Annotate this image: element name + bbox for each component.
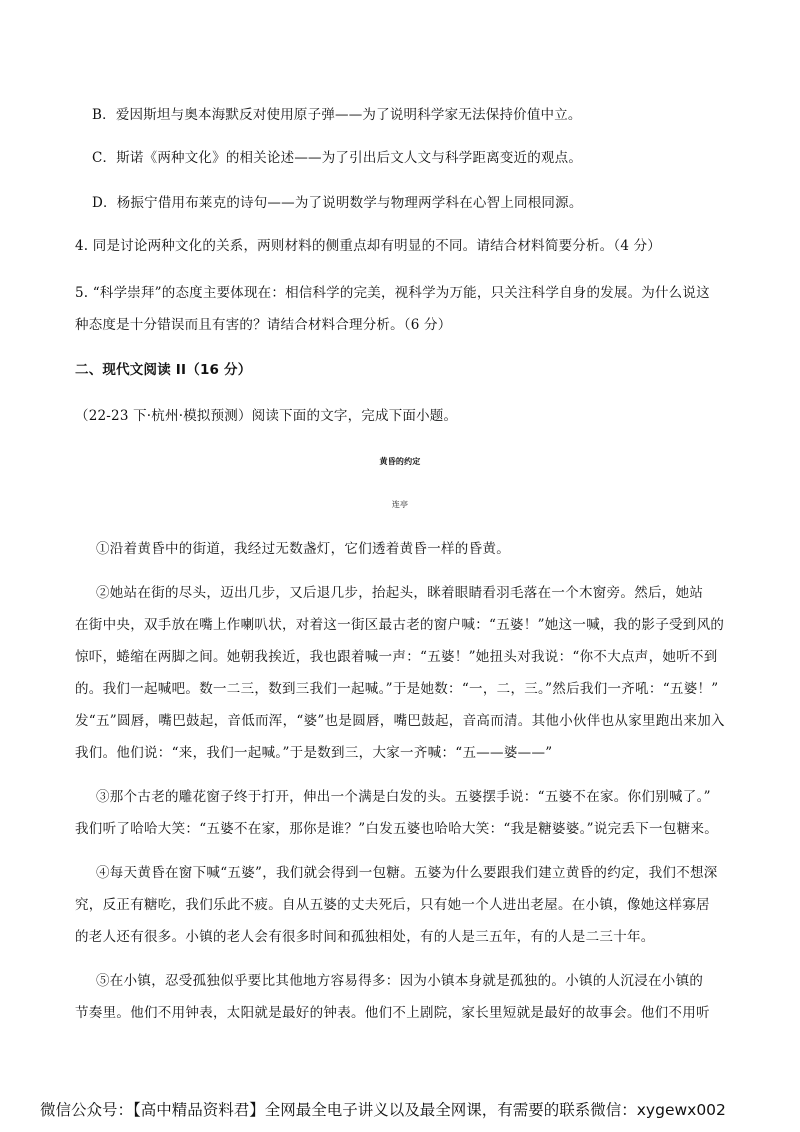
paragraph-4-line: 究，反正有糖吃，我们乐此不疲。自从五婆的丈夫死后，只有她一个人进出老屋。在小镇，像她这样寡居 (75, 897, 710, 913)
paragraph-2-line: 发“五”圆唇，嘴巴鼓起，音低而浑，“婆”也是圆唇，嘴巴鼓起，音高而清。其他小伙伴也从家里跑出来加入 (75, 713, 725, 729)
paragraph-4-line: 的老人还有很多。小镇的老人会有很多时间和孤独相处，有的人是三五年，有的人是二三十年。 (75, 929, 655, 945)
paragraph-1-line: ①沿着黄昏中的街道，我经过无数盏灯，它们透着黄昏一样的昏黄。 (96, 541, 510, 557)
question-5-line-1: 5. “科学崇拜”的态度主要体现在：相信科学的完美，视科学为万能，只关注科学自身的发展。为什么说这 (75, 285, 710, 301)
question-4: 4. 同是讨论两种文化的关系，两则材料的侧重点却有明显的不同。请结合材料简要分析。（4 分） (75, 238, 662, 254)
article-author: 连亭 (391, 500, 409, 509)
paragraph-2-line: 在街中央，双手放在嘴上作喇叭状，对着这一街区最古老的窗户喊：“五婆！”她这一喊，我的影子受到风的 (75, 617, 725, 633)
option-b: B．爱因斯坦与奥本海默反对使用原子弹——为了说明科学家无法保持价值中立。 (92, 107, 582, 123)
question-5-line-2: 种态度是十分错误而且有害的？请结合材料合理分析。（6 分） (75, 317, 452, 333)
footer-watermark-text: 微信公众号：【高中精品资料君】全网最全电子讲义以及最全网课，有需要的联系微信：xygewx002 (40, 1101, 726, 1119)
section-heading: 二、现代文阅读 II（16 分） (75, 362, 252, 378)
paragraph-5-line: ⑤在小镇，忍受孤独似乎要比其他地方容易得多：因为小镇本身就是孤独的。小镇的人沉浸在小镇的 (96, 973, 704, 989)
paragraph-5-line: 节奏里。他们不用钟表，太阳就是最好的钟表。他们不上剧院，家长里短就是最好的故事会。他们不用听 (75, 1005, 710, 1021)
option-c: C．斯诺《两种文化》的相关论述——为了引出后文人文与科学距离变近的观点。 (92, 150, 583, 166)
paragraph-2-line: 惊吓，蜷缩在两脚之间。她朝我挨近，我也跟着喊一声：“五婆！”她扭头对我说：“你不大点声，她听不到 (75, 649, 718, 665)
article-title: 黄昏的约定 (379, 456, 421, 466)
paragraph-2-line: 的。我们一起喊吧。数一二三，数到三我们一起喊。”于是她数：“一，二，三。”然后我们一齐吼：“五婆！” (75, 681, 719, 697)
paragraph-4-line: ④每天黄昏在窗下喊“五婆”，我们就会得到一包糖。五婆为什么要跟我们建立黄昏的约定，我们不想深 (96, 865, 718, 881)
paragraph-2-line: 我们。他们说：“来，我们一起喊。”于是数到三，大家一齐喊：“五——婆——” (75, 745, 553, 761)
paragraph-3-line: ③那个古老的雕花窗子终于打开，伸出一个满是白发的头。五婆摆手说：“五婆不在家。你们别喊了。” (96, 789, 711, 805)
option-d: D．杨振宁借用布莱克的诗句——为了说明数学与物理两学科在心智上同根同源。 (92, 195, 583, 211)
paragraph-3-line: 我们听了哈哈大笑：“五婆不在家，那你是谁？”白发五婆也哈哈大笑：“我是糖婆婆。”说完丢下一包糖来。 (75, 821, 719, 837)
section-source: （22-23 下·杭州·模拟预测）阅读下面的文字，完成下面小题。 (75, 408, 458, 424)
paragraph-2-line: ②她站在街的尽头，迈出几步，又后退几步，抬起头，眯着眼睛看羽毛落在一个木窗旁。然后，她站 (96, 585, 704, 601)
